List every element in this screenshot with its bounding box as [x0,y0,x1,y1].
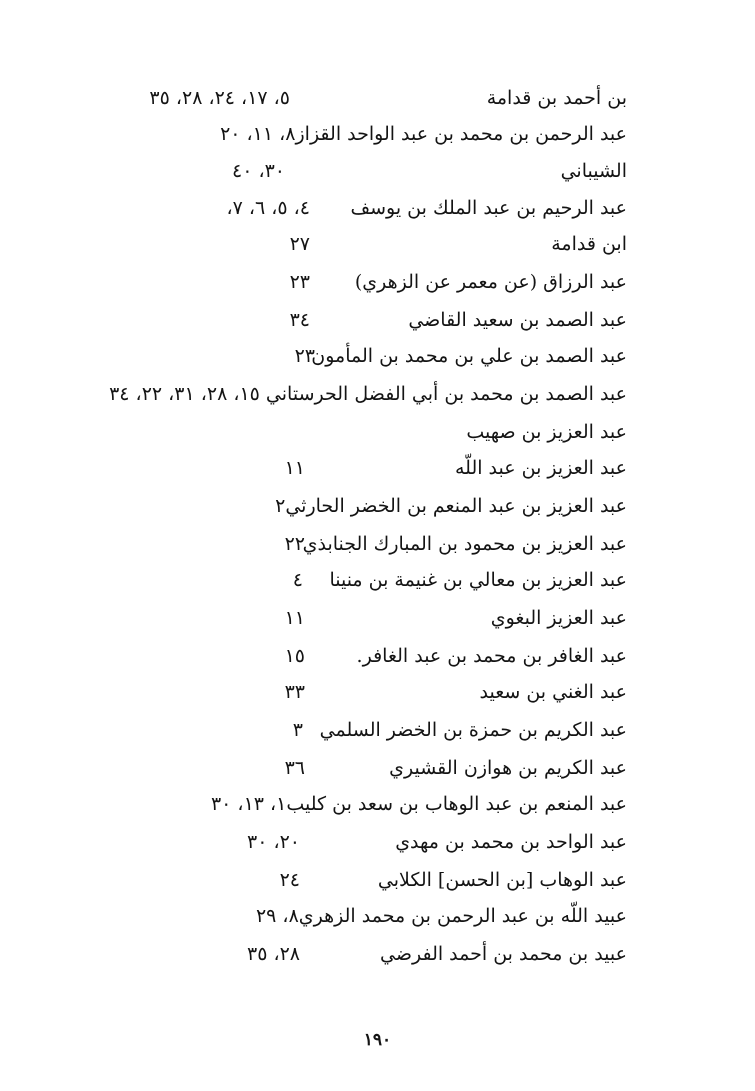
index-entry [0,898,755,934]
entry-name: عبد العزيز بن معالي بن غنيمة بن منينا [329,569,627,591]
entry-name: عبد الكريم بن حمزة بن الخضر السلمي [319,719,627,741]
index-entry [0,376,755,412]
entry-pages: ٥، ١٧، ٢٤، ٢٨، ٣٥ [149,87,290,109]
entry-pages: ٢٢ [284,533,305,555]
index-entry [0,862,755,898]
index-entry [0,450,755,486]
index-entry [0,824,755,860]
entry-pages: ٣ [292,719,303,741]
entry-name: عبد الرزاق (عن معمر عن الزهري) [354,271,627,293]
page-number: ١٩٠ [363,1030,392,1050]
entry-name: عبد العزيز البغوي [490,607,627,629]
entry-pages: ١٥ [284,645,305,667]
index-entry [0,226,755,262]
index-entry [0,526,755,562]
entry-name: عبد الغني بن سعيد [479,681,627,703]
entry-name: عبيد اللّه بن عبد الرحمن بن محمد الزهري٨، ٢٩ [255,905,627,927]
entry-name: عبد الغافر بن محمد بن عبد الغافر. [356,645,627,667]
entry-name: عبد العزيز بن محمود بن المبارك الجنابذي [302,533,627,555]
entry-pages: ٢٣ [294,345,315,367]
entry-pages: ١١ [284,457,305,479]
entry-pages: ٣٤ [289,309,310,331]
entry-pages: ٣٦ [284,757,305,779]
index-entry [0,600,755,636]
entry-pages: ٤، ٥، ٦، ٧، [226,197,310,219]
index-entry [0,786,755,822]
index-entry [0,190,755,226]
entry-name: عبد الصمد بن علي بن محمد بن المأمون [311,345,627,367]
entry-name: عبد الرحمن بن محمد بن عبد الواحد القزاز٨، ١١، ٢٠ [220,123,627,145]
index-entry [0,302,755,338]
index-entry [0,638,755,674]
entry-pages: ٢٠، ٣٠ [246,831,300,853]
entry-name: بن أحمد بن قدامة [486,87,627,109]
index-entry [0,562,755,598]
index-entry [0,264,755,300]
entry-name: عبد الواحد بن محمد بن مهدي [395,831,627,853]
entry-name: عبد العزيز بن عبد اللّه [454,457,627,479]
entry-pages: ٣٠، ٤٠ [231,160,285,182]
index-entry [0,674,755,710]
index-entry [0,750,755,786]
entry-name: الشيباني [560,160,627,182]
index-entry [0,153,755,189]
entry-name: عبد المنعم بن عبد الوهاب بن سعد بن كليب١، ١٣، ٣٠ [210,793,627,815]
entry-name: عبد الصمد بن سعيد القاضي [408,309,627,331]
index-entry [0,936,755,972]
index-entry [0,414,755,450]
entry-name: عبد العزيز بن عبد المنعم بن الخضر الحارثي٢ [275,495,627,517]
index-entry [0,116,755,152]
entry-pages: ٢٨، ٣٥ [246,943,300,965]
index-entry [0,488,755,524]
index-entry [0,338,755,374]
index-entry [0,712,755,748]
entry-name: عبد الصمد بن محمد بن أبي الفضل الحرستاني ١٥، ٢٨، ٣١، ٢٢، ٣٤ [109,383,627,405]
entry-name: عبيد بن محمد بن أحمد الفرضي [380,943,627,965]
index-entry [0,80,755,116]
entry-pages: ٣٣ [284,681,305,703]
entry-pages: ١١ [284,607,305,629]
entry-name: عبد العزيز بن صهيب [466,421,627,443]
entry-pages: ٢٣ [289,271,310,293]
entry-pages: ٤ [292,569,303,591]
entry-name: عبد الرحيم بن عبد الملك بن يوسف [350,197,627,219]
entry-pages: ٢٧ [289,233,310,255]
entry-pages: ٢٤ [279,869,300,891]
entry-name: عبد الكريم بن هوازن القشيري [389,757,627,779]
entry-name: عبد الوهاب [بن الحسن] الكلابي [377,869,627,891]
entry-name: ابن قدامة [551,233,627,255]
